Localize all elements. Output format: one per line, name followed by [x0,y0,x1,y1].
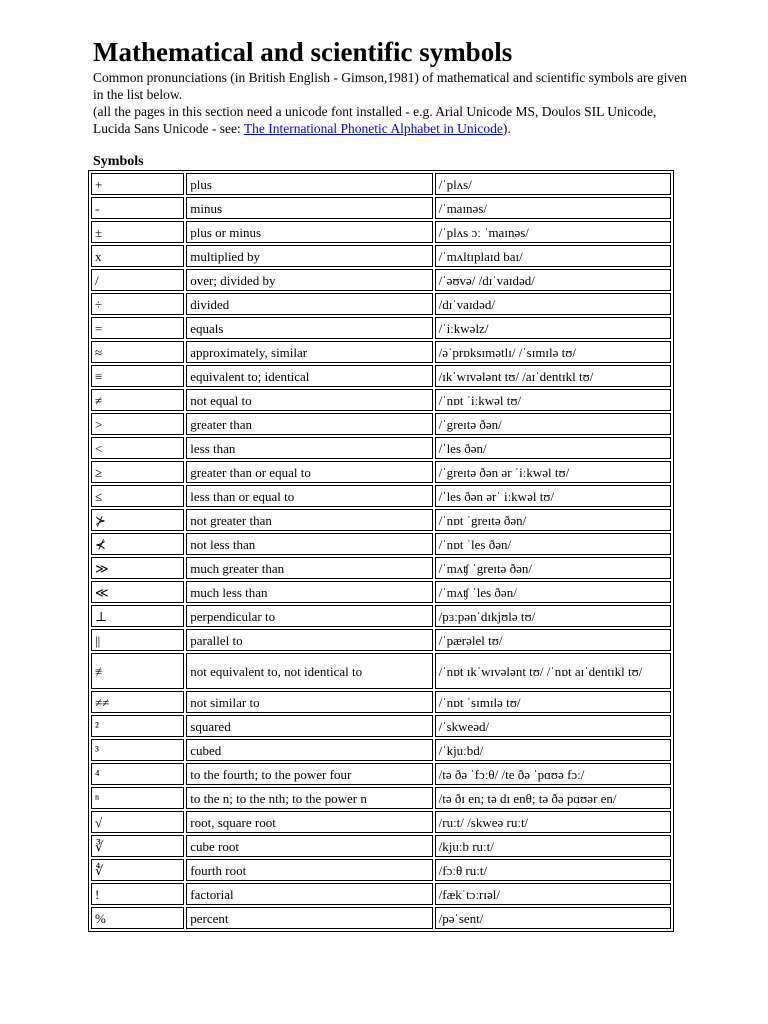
symbol-cell: ∜ [91,859,184,881]
pronunciation-cell: /ˈpærəlel tʊ/ [435,629,671,651]
meaning-cell: not similar to [186,691,432,713]
table-row [91,883,671,905]
symbol-cell: / [91,269,184,291]
meaning-cell: not greater than [186,509,432,531]
meaning-cell: not equal to [186,389,432,411]
pronunciation-cell: /ˈkjuːbd/ [435,739,671,761]
pronunciation-cell: /kjuːb ruːt/ [435,835,671,857]
meaning-cell: approximately, similar [186,341,432,363]
table-row [91,835,671,857]
pronunciation-cell: /ˈles ðən/ [435,437,671,459]
meaning-cell: cubed [186,739,432,761]
meaning-cell: minus [186,197,432,219]
pronunciation-cell: /ˈplʌs/ [435,173,671,195]
symbol-cell: x [91,245,184,267]
meaning-cell: not less than [186,533,432,555]
pronunciation-cell: /pɜːpənˈdɪkjʊlə tʊ/ [435,605,671,627]
meaning-cell: perpendicular to [186,605,432,627]
pronunciation-cell: /ˈnɒt ˈgreɪtə ðən/ [435,509,671,531]
meaning-cell: parallel to [186,629,432,651]
intro-font-note-end: ). [502,121,511,136]
table-row [91,269,671,291]
table-row [91,715,671,737]
symbol-cell: ³ [91,739,184,761]
table-row [91,557,671,579]
table-row [91,653,671,689]
meaning-cell: squared [186,715,432,737]
table-row [91,365,671,387]
pronunciation-cell: /ˈəʊvə/ /dɪˈvaɪdəd/ [435,269,671,291]
table-row [91,629,671,651]
table-row [91,389,671,411]
pronunciation-cell: /ˈnɒt ˈles ðən/ [435,533,671,555]
page-title: Mathematical and scientific symbols [93,37,513,67]
meaning-cell: greater than or equal to [186,461,432,483]
symbol-cell: || [91,629,184,651]
meaning-cell: factorial [186,883,432,905]
meaning-cell: root, square root [186,811,432,833]
meaning-cell: percent [186,907,432,929]
pronunciation-cell: /ˈgreɪtə ðən ər ˈiːkwəl tʊ/ [435,461,671,483]
symbol-cell: % [91,907,184,929]
symbol-cell: ≤ [91,485,184,507]
table-row [91,763,671,785]
pronunciation-cell: /fɔːθ ruːt/ [435,859,671,881]
symbol-cell: ≫ [91,557,184,579]
pronunciation-cell: /ˈmʌʧ ˈles ðən/ [435,581,671,603]
meaning-cell: multiplied by [186,245,432,267]
table-row [91,811,671,833]
table-row [91,581,671,603]
symbols-table [88,170,674,932]
table-row [91,437,671,459]
table-row [91,413,671,435]
pronunciation-cell: /pəˈsent/ [435,907,671,929]
table-row [91,293,671,315]
intro-font-note: (all the pages in this section need a unicode font installed - e.g. Arial Unicode MS, Doulos SIL Unicode, Lucida Sans Unicode - see: [93,104,657,136]
pronunciation-cell: /dɪˈvaɪdəd/ [435,293,671,315]
meaning-cell: fourth root [186,859,432,881]
pronunciation-cell: /ˈnɒt ˈsɪmɪlə tʊ/ [435,691,671,713]
symbol-cell: > [91,413,184,435]
table-row [91,859,671,881]
symbol-cell: ! [91,883,184,905]
pronunciation-cell: /ˈnɒt ɪkˈwɪvələnt tʊ/ /ˈnɒt aɪˈdentɪkl tʊ/ [435,653,671,689]
intro-text: Common pronunciations (in British English - Gimson,1981) of mathematical and scientific symbols are given in the list below. [93,70,687,102]
pronunciation-cell: /ˈmʌltɪplaɪd baɪ/ [435,245,671,267]
pronunciation-cell: /ˈnɒt ˈiːkwəl tʊ/ [435,389,671,411]
pronunciation-cell: /ˈiːkwəlz/ [435,317,671,339]
symbol-cell: ≥ [91,461,184,483]
meaning-cell: plus or minus [186,221,432,243]
table-row [91,197,671,219]
pronunciation-cell: /ˈskweəd/ [435,715,671,737]
symbol-cell: ⁴ [91,763,184,785]
section-heading-symbols: Symbols [93,154,144,169]
meaning-cell: less than or equal to [186,485,432,507]
symbol-cell: ⊥ [91,605,184,627]
symbol-cell: ≪ [91,581,184,603]
meaning-cell: equivalent to; identical [186,365,432,387]
pronunciation-cell: /fækˈtɔːrɪəl/ [435,883,671,905]
meaning-cell: plus [186,173,432,195]
symbol-cell: + [91,173,184,195]
meaning-cell: greater than [186,413,432,435]
meaning-cell: less than [186,437,432,459]
symbol-cell: < [91,437,184,459]
meaning-cell: equals [186,317,432,339]
table-row [91,317,671,339]
pronunciation-cell: /tə ðə ˈfɔːθ/ /te ðə ˈpɑʊə fɔː/ [435,763,671,785]
pronunciation-cell: /əˈprɒksɪmətlɪ/ /ˈsɪmɪlə tʊ/ [435,341,671,363]
symbol-cell: ⊁ [91,509,184,531]
table-row [91,461,671,483]
symbol-cell: ≢ [91,653,184,689]
symbol-cell: ∛ [91,835,184,857]
symbol-cell: ≡ [91,365,184,387]
symbol-cell: ⊀ [91,533,184,555]
pronunciation-cell: /ɪkˈwɪvələnt tʊ/ /aɪˈdentɪkl tʊ/ [435,365,671,387]
symbol-cell: ≠≠ [91,691,184,713]
table-row [91,341,671,363]
pronunciation-cell: /tə ðɪ en; tə dɪ enθ; tə ðə pɑʊər en/ [435,787,671,809]
symbol-cell: ≠ [91,389,184,411]
table-row [91,739,671,761]
symbol-cell: ² [91,715,184,737]
meaning-cell: over; divided by [186,269,432,291]
pronunciation-cell: /ˈles ðən ərˈ iːkwəl tʊ/ [435,485,671,507]
meaning-cell: to the n; to the nth; to the power n [186,787,432,809]
pronunciation-cell: /ˈmʌʧ ˈgreɪtə ðən/ [435,557,671,579]
meaning-cell: not equivalent to, not identical to [186,653,432,689]
table-row [91,509,671,531]
symbol-cell: √ [91,811,184,833]
pronunciation-cell: /ˈplʌs ɔː ˈmaɪnəs/ [435,221,671,243]
table-row [91,245,671,267]
table-row [91,691,671,713]
symbols-table-body [91,173,671,929]
intro-paragraph [93,69,693,137]
table-row [91,173,671,195]
symbol-cell: ⁿ [91,787,184,809]
pronunciation-cell: /ruːt/ /skweə ruːt/ [435,811,671,833]
meaning-cell: much less than [186,581,432,603]
symbol-cell: ± [91,221,184,243]
pronunciation-cell: /ˈmaɪnəs/ [435,197,671,219]
meaning-cell: cube root [186,835,432,857]
table-row [91,907,671,929]
symbol-cell: ≈ [91,341,184,363]
pronunciation-cell: /ˈgreɪtə ðən/ [435,413,671,435]
table-row [91,485,671,507]
table-row [91,221,671,243]
symbol-cell: - [91,197,184,219]
symbol-cell: = [91,317,184,339]
table-row [91,533,671,555]
meaning-cell: much greater than [186,557,432,579]
document-page [93,36,693,174]
meaning-cell: divided [186,293,432,315]
symbol-cell: ÷ [91,293,184,315]
table-row [91,605,671,627]
meaning-cell: to the fourth; to the power four [186,763,432,785]
table-row [91,787,671,809]
ipa-unicode-link[interactable]: The International Phonetic Alphabet in Unicode [243,121,503,136]
